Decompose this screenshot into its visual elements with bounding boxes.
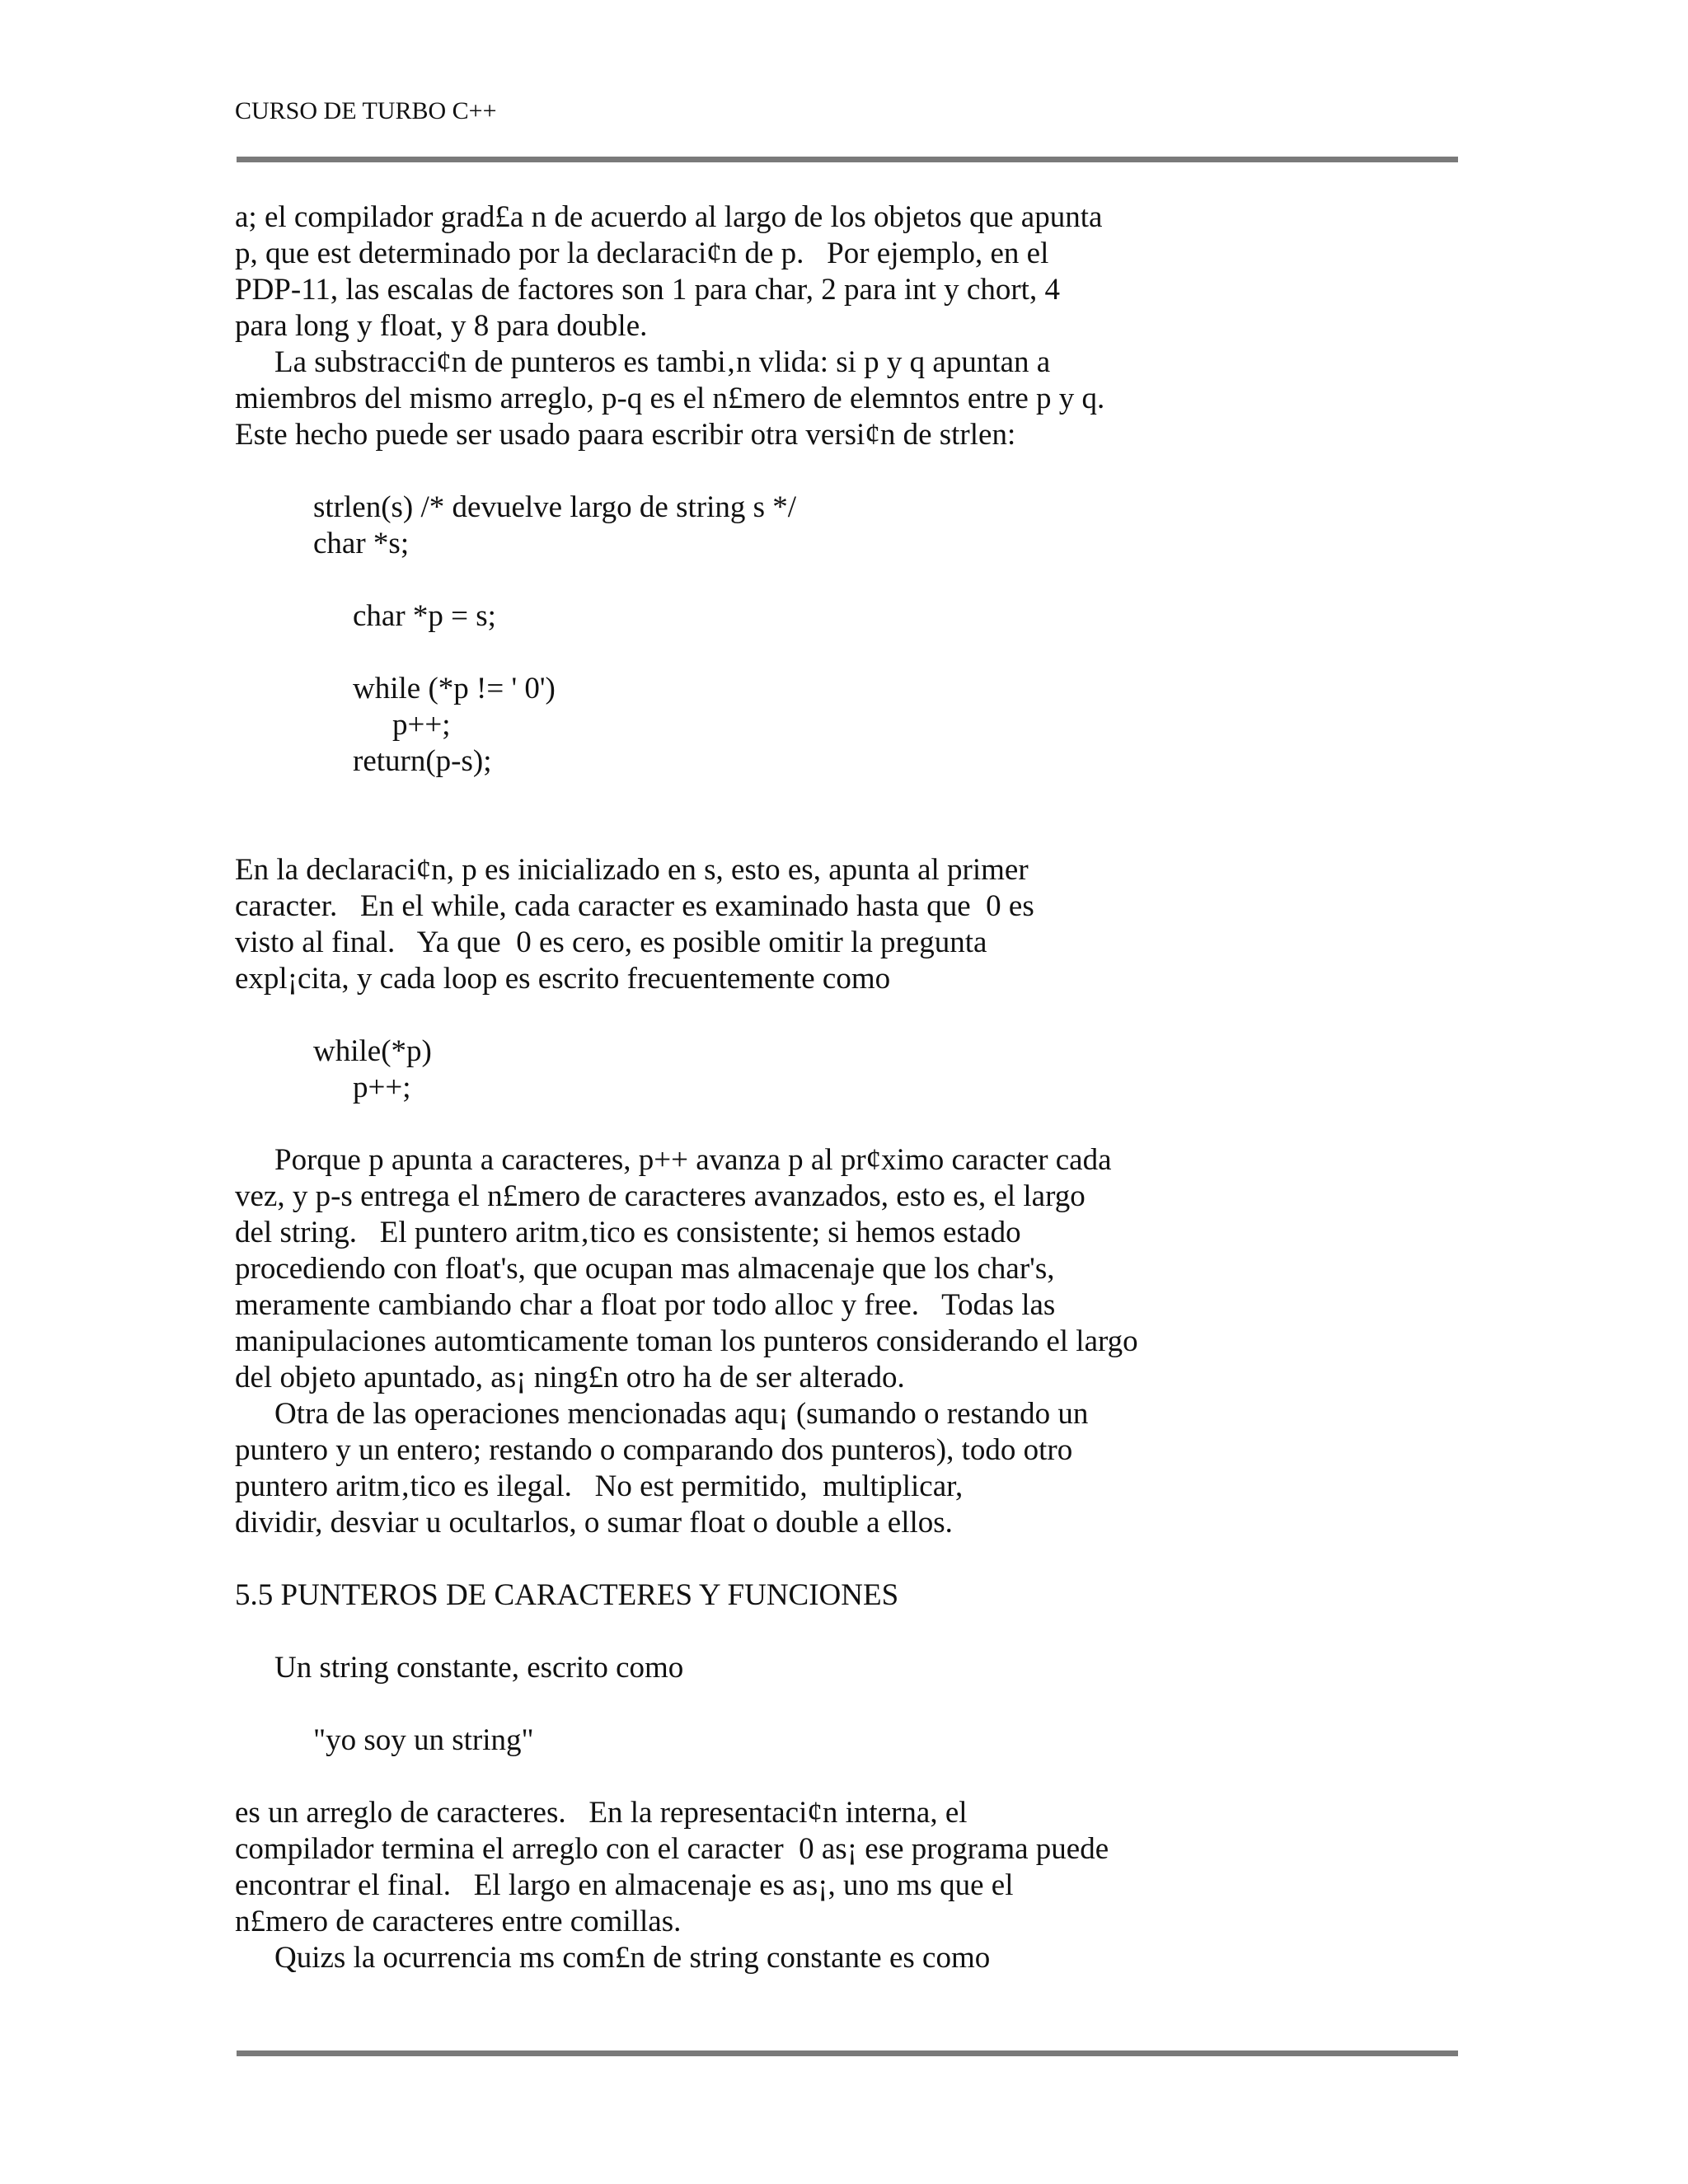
text-line: es un arreglo de caracteres. En la representaci¢n interna, el <box>235 1796 968 1830</box>
text-line: puntero aritm‚tico es ilegal. No est permitido, multiplicar, <box>235 1469 964 1503</box>
text-line: compilador termina el arreglo con el caracter 0 as¡ ese programa puede <box>235 1832 1109 1866</box>
text-line: dividir, desviar u ocultarlos, o sumar float o double a ellos. <box>235 1506 953 1540</box>
text-line: char *s; <box>313 527 410 560</box>
text-line: "yo soy un string" <box>313 1723 534 1757</box>
text-line: p++; <box>353 1071 411 1104</box>
running-header: CURSO DE TURBO C++ <box>235 97 497 124</box>
text-line: p, que est determinado por la declaraci¢n de p. Por ejemplo, en el <box>235 237 1049 270</box>
text-line: para long y float, y 8 para double. <box>235 309 648 343</box>
text-line: Porque p apunta a caracteres, p++ avanza p al pr¢ximo caracter cada <box>274 1143 1112 1177</box>
text-line: En la declaraci¢n, p es inicializado en s, esto es, apunta al primer <box>235 853 1029 887</box>
text-line: p++; <box>392 708 451 742</box>
text-line: char *p = s; <box>353 599 496 633</box>
text-line: La substracci¢n de punteros es tambi‚n vlida: si p y q apuntan a <box>274 345 1051 379</box>
text-line: del string. El puntero aritm‚tico es consistente; si hemos estado <box>235 1216 1021 1249</box>
text-line: encontrar el final. El largo en almacenaje es as¡, uno ms que el <box>235 1868 1014 1902</box>
text-line: vez, y p-s entrega el n£mero de caracteres avanzados, esto es, el largo <box>235 1179 1085 1213</box>
text-line: visto al final. Ya que 0 es cero, es posible omitir la pregunta <box>235 926 987 959</box>
text-line: while(*p) <box>313 1034 432 1068</box>
text-line: while (*p != ' 0') <box>353 672 556 705</box>
text-line: puntero y un entero; restando o comparando dos punteros), todo otro <box>235 1433 1073 1467</box>
section-heading: 5.5 PUNTEROS DE CARACTERES Y FUNCIONES <box>235 1578 899 1612</box>
text-line: Quizs la ocurrencia ms com£n de string constante es como <box>274 1941 991 1975</box>
text-line: Este hecho puede ser usado paara escribir otra versi¢n de strlen: <box>235 418 1016 452</box>
text-line: n£mero de caracteres entre comillas. <box>235 1905 682 1938</box>
text-line: Otra de las operaciones mencionadas aqu¡ (sumando o restando un <box>274 1397 1089 1431</box>
text-line: procediendo con float's, que ocupan mas almacenaje que los char's, <box>235 1252 1055 1286</box>
text-line: Un string constante, escrito como <box>274 1651 684 1685</box>
text-line: return(p-s); <box>353 744 492 778</box>
text-line: expl¡cita, y cada loop es escrito frecuentemente como <box>235 962 891 996</box>
footer-rule <box>237 2050 1458 2056</box>
text-line: PDP-11, las escalas de factores son 1 para char, 2 para int y chort, 4 <box>235 273 1060 307</box>
text-line: del objeto apuntado, as¡ ning£n otro ha de ser alterado. <box>235 1361 905 1394</box>
text-line: strlen(s) /* devuelve largo de string s */ <box>313 490 797 524</box>
text-line: miembros del mismo arreglo, p-q es el n£mero de elemntos entre p y q. <box>235 382 1105 415</box>
text-line: manipulaciones automticamente toman los punteros considerando el largo <box>235 1324 1138 1358</box>
text-line: caracter. En el while, cada caracter es examinado hasta que 0 es <box>235 889 1034 923</box>
text-line: meramente cambiando char a float por todo alloc y free. Todas las <box>235 1288 1056 1322</box>
text-line: a; el compilador grad£a n de acuerdo al largo de los objetos que apunta <box>235 200 1103 234</box>
header-rule <box>237 157 1458 162</box>
